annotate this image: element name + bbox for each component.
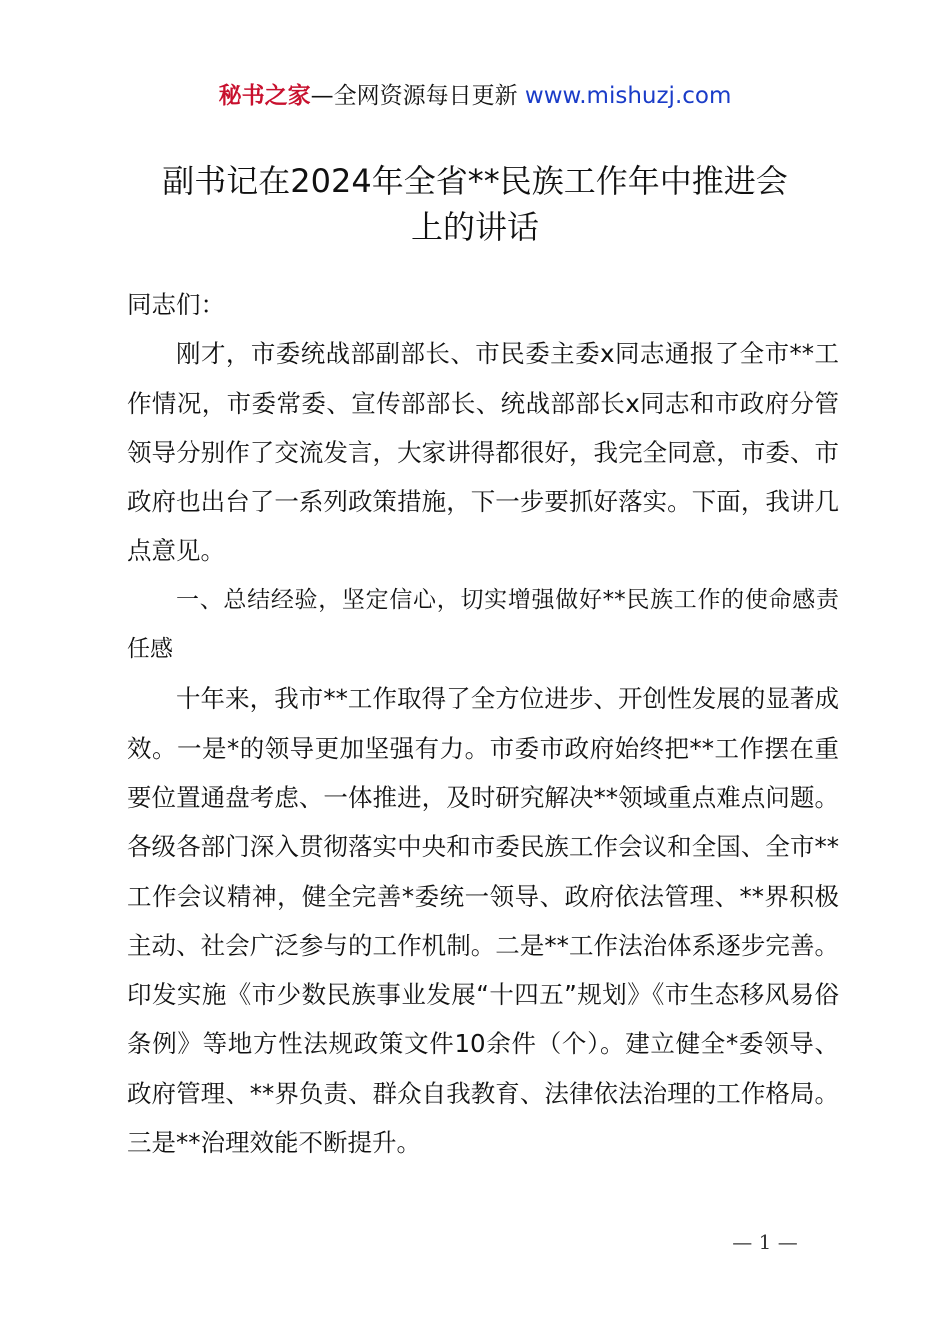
- document-title-line-1: 副书记在2024年全省**民族工作年中推进会: [162, 162, 788, 200]
- body-paragraph-1: 刚才，市委统战部副部长、市民委主委x同志通报了全市**工作情况，市委常委、宣传部部长、统战部部长x同志和市政府分管领导分别作了交流发言，大家讲得都很好，我完全同意，市委、市政府也出台了一系列政策措施，下一步要抓好落实。下面，我讲几点意见。: [127, 339, 839, 566]
- site-brand-name: 秘书之家: [218, 83, 311, 109]
- salutation: 同志们：: [127, 290, 225, 319]
- site-banner: [0, 80, 950, 112]
- body-paragraph-2: 十年来，我市**工作取得了全方位进步、开创性发展的显著成效。一是*的领导更加坚强有力。市委市政府始终把**工作摆在重要位置通盘考虑、一体推进，及时研究解决**领域重点难点问题。各级各部门深入贯彻落实中央和市委民族工作会议和全国、全市**工作会议精神，健全完善*委统一领导、政府依法管理、**界积极主动、社会广泛参与的工作机制。二是**工作法治体系逐步完善。印发实施《市少数民族事业发展“十四五”规划》《市生态移风易俗条例》等地方性法规政策文件10余件（个）。建立健全*委领导、政府管理、**界负责、群众自我教育、法律依法治理的工作格局。三是**治理效能不断提升。: [127, 684, 839, 1158]
- site-tagline: —全网资源每日更新: [310, 83, 525, 109]
- site-url-link[interactable]: www.mishuzj.com: [524, 83, 732, 109]
- document-title-line-2: 上的讲话: [410, 208, 539, 246]
- page-number: — 1 —: [732, 1230, 798, 1254]
- section-heading-1: 一、总结经验，坚定信心，切实增强做好**民族工作的使命感责任感: [127, 586, 839, 663]
- document-title: [100, 158, 850, 250]
- document-body: [127, 280, 839, 1167]
